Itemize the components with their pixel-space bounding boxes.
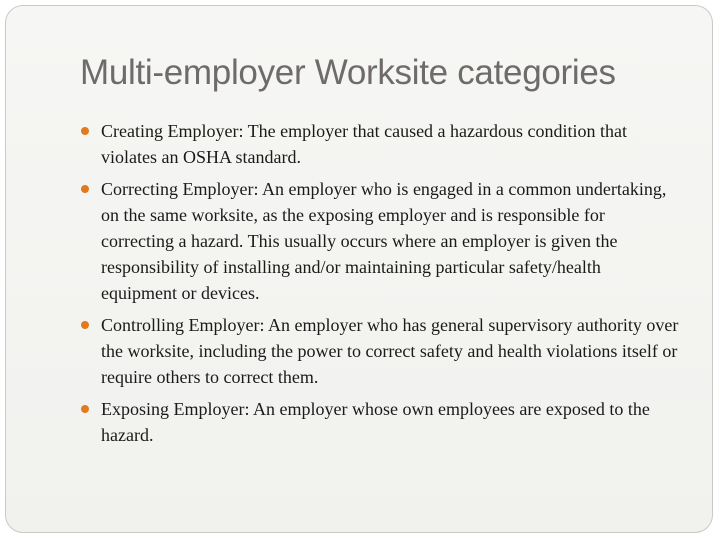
bullet-text: Creating Employer: The employer that caused a hazardous condition that violates an OSHA standard. [101, 121, 627, 167]
bullet-text: Controlling Employer: An employer who has general supervisory authority over the worksite, including the power to correct safety and health violations itself or require others to correct them. [101, 315, 679, 387]
bullet-icon [81, 127, 89, 135]
bullet-item-correcting-employer [80, 176, 680, 306]
bullet-icon [81, 405, 89, 413]
bullet-icon [81, 185, 89, 193]
bullet-item-exposing-employer [80, 396, 680, 448]
bullet-text: Exposing Employer: An employer whose own employees are exposed to the hazard. [101, 399, 650, 445]
bullet-item-controlling-employer [80, 312, 680, 390]
bullet-icon [81, 321, 89, 329]
bullet-item-creating-employer [80, 118, 680, 170]
bullet-text: Correcting Employer: An employer who is engaged in a common undertaking, on the same worksite, as the exposing employer and is responsible for correcting a hazard. This usually occurs where an employer is given the responsibility of installing and/or maintaining particular safety/health equipment or devices. [101, 179, 667, 303]
bullet-list [80, 118, 680, 454]
slide-title: Multi-employer Worksite categories [80, 53, 616, 92]
